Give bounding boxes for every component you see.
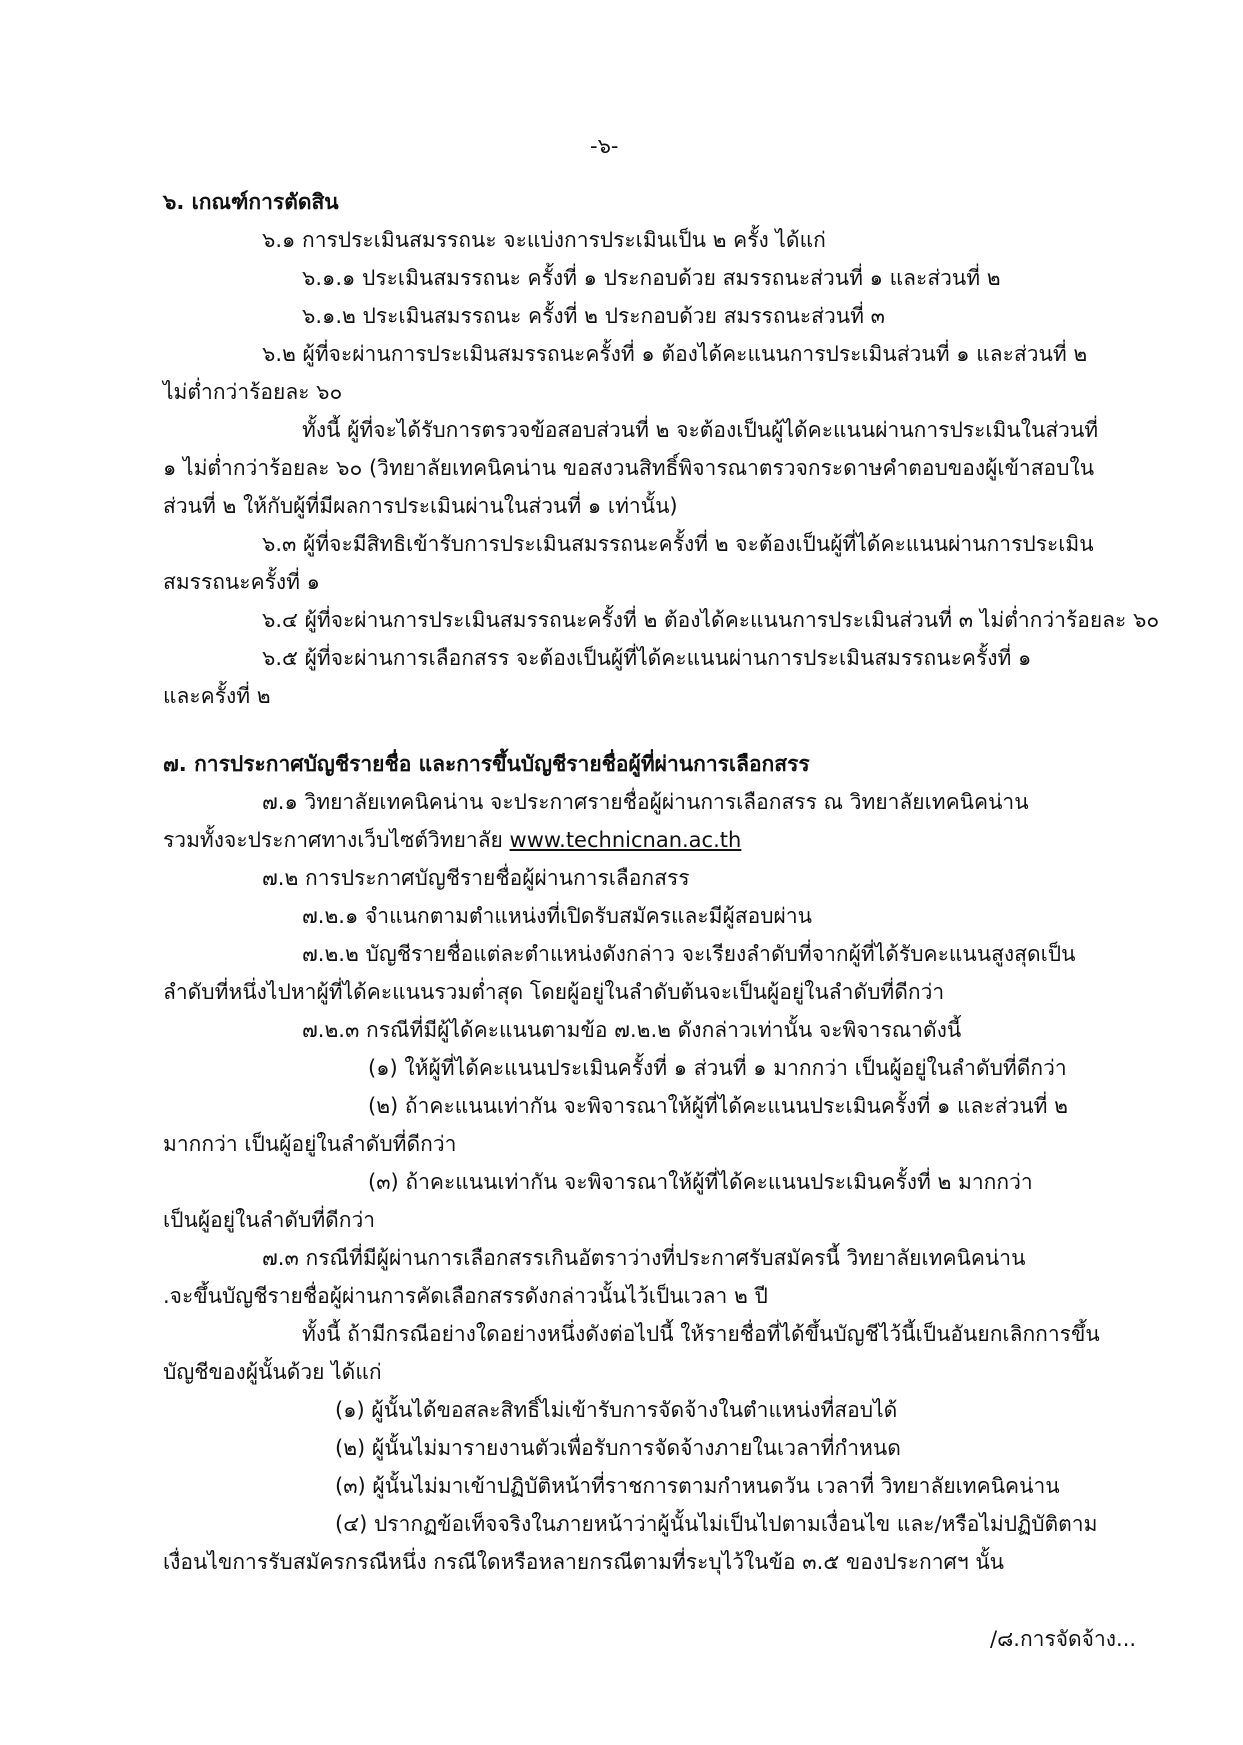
paragraph-7-3-note: ทั้งนี้ ถ้ามีกรณีอย่างใดอย่างหนึ่งดังต่อไปนี้ ให้รายชื่อที่ได้ขึ้นบัญชีไว้นี้เป็นอันยกเลิกการขึ้น [302, 1322, 1100, 1346]
paragraph-7-3: ๗.๓ กรณีที่มีผู้ผ่านการเลือกสรรเกินอัตราว่างที่ประกาศรับสมัครนี้ วิทยาลัยเทคนิคน่าน [262, 1246, 1026, 1270]
section-7-heading: ๗. การประกาศบัญชีรายชื่อ และการขึ้นบัญชีรายชื่อผู้ที่ผ่านการเลือกสรร [163, 752, 810, 776]
paragraph-7-2-3-item-3-cont: เป็นผู้อยู่ในลำดับที่ดีกว่า [163, 1208, 376, 1232]
paragraph-6-1-1: ๖.๑.๑ ประเมินสมรรถนะ ครั้งที่ ๑ ประกอบด้วย สมรรถนะส่วนที่ ๑ และส่วนที่ ๒ [302, 266, 1001, 290]
paragraph-7-2-3: ๗.๒.๓ กรณีที่มีผู้ได้คะแนนตามข้อ ๗.๒.๒ ดังกล่าวเท่านั้น จะพิจารณาดังนี้ [302, 1018, 962, 1042]
paragraph-7-2-1: ๗.๒.๑ จำแนกตามตำแหน่งที่เปิดรับสมัครและมีผู้สอบผ่าน [302, 904, 813, 928]
paragraph-7-2-2-cont: ลำดับที่หนึ่งไปหาผู้ที่ได้คะแนนรวมต่ำสุด โดยผู้อยู่ในลำดับต้นจะเป็นผู้อยู่ในลำดับที่ดีกว่า [163, 980, 945, 1004]
paragraph-7-2-3-item-2-cont: มากกว่า เป็นผู้อยู่ในลำดับที่ดีกว่า [163, 1132, 457, 1156]
paragraph-6-3-cont: สมรรถนะครั้งที่ ๑ [163, 570, 320, 594]
paragraph-6-2-note-cont-2: ส่วนที่ ๒ ให้กับผู้ที่มีผลการประเมินผ่านในส่วนที่ ๑ เท่านั้น) [163, 494, 678, 518]
paragraph-7-1: ๗.๑ วิทยาลัยเทคนิคน่าน จะประกาศรายชื่อผู้ผ่านการเลือกสรร ณ วิทยาลัยเทคนิคน่าน [262, 790, 1029, 814]
paragraph-7-3-item-4: (๔) ปรากฏข้อเท็จจริงในภายหน้าว่าผู้นั้นไม่เป็นไปตามเงื่อนไข และ/หรือไม่ปฏิบัติตาม [335, 1512, 1098, 1536]
paragraph-6-1-2: ๖.๑.๒ ประเมินสมรรถนะ ครั้งที่ ๒ ประกอบด้วย สมรรถนะส่วนที่ ๓ [302, 304, 886, 328]
page-number: -๖- [590, 134, 619, 158]
paragraph-7-3-item-2: (๒) ผู้นั้นไม่มารายงานตัวเพื่อรับการจัดจ้างภายในเวลาที่กำหนด [335, 1436, 901, 1460]
paragraph-6-2-note-cont-1: ๑ ไม่ต่ำกว่าร้อยละ ๖๐ (วิทยาลัยเทคนิคน่าน ขอสงวนสิทธิ์พิจารณาตรวจกระดาษคำตอบของผู้เข้าสอบใน [163, 456, 1095, 480]
paragraph-6-1: ๖.๑ การประเมินสมรรถนะ จะแบ่งการประเมินเป็น ๒ ครั้ง ได้แก่ [262, 228, 826, 252]
paragraph-6-2: ๖.๒ ผู้ที่จะผ่านการประเมินสมรรถนะครั้งที่ ๑ ต้องได้คะแนนการประเมินส่วนที่ ๑ และส่วนที่ ๒ [262, 342, 1088, 366]
paragraph-7-2-3-item-3: (๓) ถ้าคะแนนเท่ากัน จะพิจารณาให้ผู้ที่ได้คะแนนประเมินครั้งที่ ๒ มากกว่า [368, 1170, 1033, 1194]
paragraph-7-1-cont [163, 824, 741, 856]
paragraph-6-3: ๖.๓ ผู้ที่จะมีสิทธิเข้ารับการประเมินสมรรถนะครั้งที่ ๒ จะต้องเป็นผู้ที่ได้คะแนนผ่านการประเมิน [262, 532, 1094, 556]
paragraph-7-2-2: ๗.๒.๒ บัญชีรายชื่อแต่ละตำแหน่งดังกล่าว จะเรียงลำดับที่จากผู้ที่ได้รับคะแนนสูงสุดเป็น [302, 942, 1076, 966]
college-website-link[interactable]: www.technicnan.ac.th [509, 828, 742, 852]
paragraph-6-4: ๖.๔ ผู้ที่จะผ่านการประเมินสมรรถนะครั้งที่ ๒ ต้องได้คะแนนการประเมินส่วนที่ ๓ ไม่ต่ำกว่าร้อยละ ๖๐ [262, 608, 1160, 632]
paragraph-6-5-cont: และครั้งที่ ๒ [163, 684, 271, 708]
paragraph-6-2-cont: ไม่ต่ำกว่าร้อยละ ๖๐ [163, 380, 343, 404]
paragraph-7-3-item-3: (๓) ผู้นั้นไม่มาเข้าปฏิบัติหน้าที่ราชการตามกำหนดวัน เวลาที่ วิทยาลัยเทคนิคน่าน [335, 1474, 1060, 1498]
paragraph-7-3-note-cont: บัญชีของผู้นั้นด้วย ได้แก่ [163, 1360, 382, 1384]
paragraph-7-1-cont-text: รวมทั้งจะประกาศทางเว็บไซต์วิทยาลัย [163, 828, 510, 852]
continuation-marker: /๘.การจัดจ้าง... [990, 1627, 1137, 1651]
paragraph-6-5: ๖.๕ ผู้ที่จะผ่านการเลือกสรร จะต้องเป็นผู้ที่ได้คะแนนผ่านการประเมินสมรรถนะครั้งที่ ๑ [262, 646, 1032, 670]
section-6-heading: ๖. เกณฑ์การตัดสิน [163, 190, 339, 214]
paragraph-7-3-item-4-cont: เงื่อนไขการรับสมัครกรณีหนึ่ง กรณีใดหรือหลายกรณีตามที่ระบุไว้ในข้อ ๓.๕ ของประกาศฯ นั้น [163, 1550, 1005, 1574]
paragraph-7-3-item-1: (๑) ผู้นั้นได้ขอสละสิทธิ์ไม่เข้ารับการจัดจ้างในตำแหน่งที่สอบได้ [335, 1398, 898, 1422]
paragraph-7-2-3-item-1: (๑) ให้ผู้ที่ได้คะแนนประเมินครั้งที่ ๑ ส่วนที่ ๑ มากกว่า เป็นผู้อยู่ในลำดับที่ดีกว่า [368, 1056, 1067, 1080]
paragraph-7-3-cont: .จะขึ้นบัญชีรายชื่อผู้ผ่านการคัดเลือกสรรดังกล่าวนั้นไว้เป็นเวลา ๒ ปี [163, 1284, 768, 1308]
paragraph-6-2-note: ทั้งนี้ ผู้ที่จะได้รับการตรวจข้อสอบส่วนที่ ๒ จะต้องเป็นผู้ได้คะแนนผ่านการประเมินในส่วนที่ [302, 418, 1099, 442]
paragraph-7-2: ๗.๒ การประกาศบัญชีรายชื่อผู้ผ่านการเลือกสรร [262, 866, 690, 890]
paragraph-7-2-3-item-2: (๒) ถ้าคะแนนเท่ากัน จะพิจารณาให้ผู้ที่ได้คะแนนประเมินครั้งที่ ๑ และส่วนที่ ๒ [368, 1094, 1069, 1118]
